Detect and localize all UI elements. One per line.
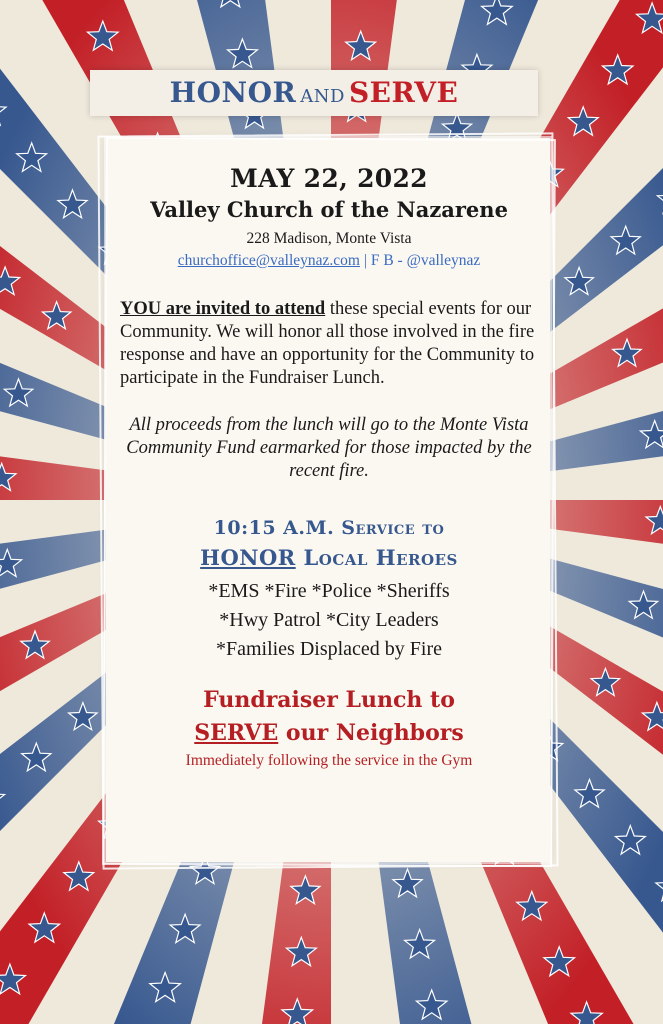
title-banner <box>90 70 538 116</box>
service-heading-rest: Local Heroes <box>295 545 458 570</box>
email-link[interactable]: churchoffice@valleynaz.com <box>177 252 360 269</box>
event-date: MAY 22, 2022 <box>230 164 428 193</box>
card-content <box>120 150 538 770</box>
church-address: 228 Madison, Monte Vista <box>246 230 412 247</box>
lunch-heading-line2 <box>120 717 538 750</box>
church-name: Valley Church of the Nazarene <box>150 197 508 222</box>
lunch-heading <box>120 684 538 750</box>
proceeds-note: All proceeds from the lunch will go to the Monte Vista Community Fund earmarked for those impacted by the recent fire. <box>126 415 532 481</box>
invitation-body: these special events for our Community. We will honor all those involved in the fire response and have an opportunity for the Community to participate in the Fundraiser Lunch. <box>120 299 535 388</box>
lunch-note: Immediately following the service in the Gym <box>185 752 473 769</box>
honor-word: HONOR <box>200 545 296 570</box>
service-heading <box>120 513 538 573</box>
title-and: AND <box>300 86 345 107</box>
lunch-heading-rest: our Neighbors <box>278 720 464 746</box>
facebook-handle: F B - @valleynaz <box>370 252 481 269</box>
service-heading-line1: 10:15 A.M. Service to <box>213 517 445 539</box>
lunch-heading-line1: Fundraiser Lunch to <box>203 687 455 713</box>
service-heading-line2 <box>120 543 538 573</box>
title-serve: SERVE <box>348 76 459 109</box>
contact-line <box>120 252 538 270</box>
honorees-line: *EMS *Fire *Police *Sheriffs <box>208 580 450 602</box>
serve-word: SERVE <box>194 720 279 746</box>
title-honor: HONOR <box>169 76 297 109</box>
honorees-line: *Families Displaced by Fire <box>215 638 443 660</box>
honorees-line: *Hwy Patrol *City Leaders <box>219 609 439 631</box>
invitation-lead: YOU are invited to attend <box>120 299 326 319</box>
honorees-list <box>120 577 538 664</box>
contact-separator: | <box>359 252 371 269</box>
invitation-paragraph <box>120 298 538 390</box>
